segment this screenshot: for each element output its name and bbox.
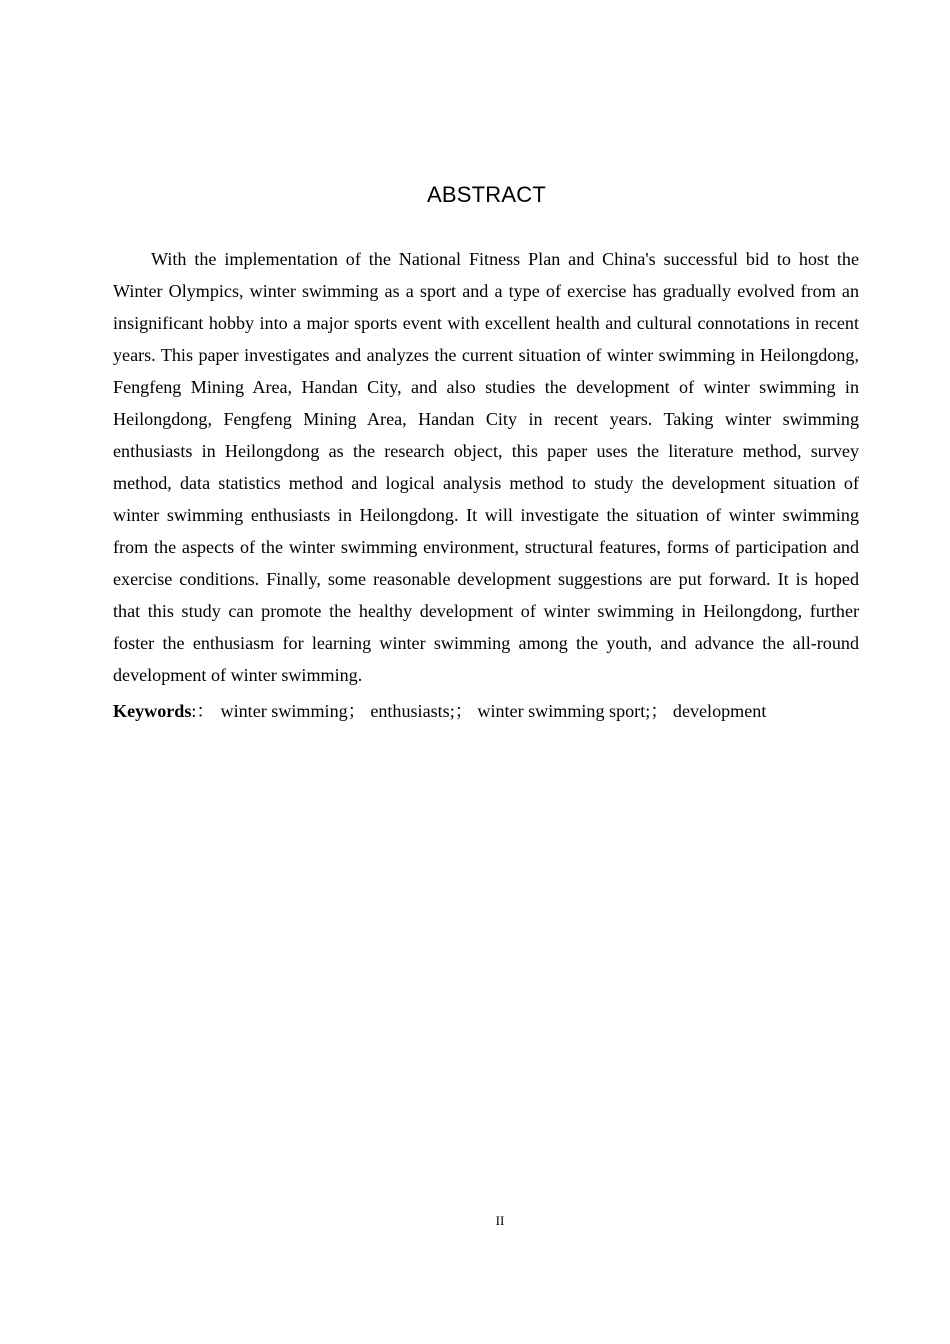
keywords-line [113, 696, 859, 726]
keyword-item: enthusiasts;； [370, 701, 473, 721]
keywords-separator: :： [191, 701, 215, 721]
keyword-item: development [672, 701, 767, 721]
page-number: II [495, 1213, 505, 1228]
page-title: ABSTRACT [427, 182, 546, 207]
keywords-label: Keywords [113, 701, 192, 721]
keyword-item: winter swimming sport;； [477, 701, 669, 721]
keyword-item: winter swimming； [220, 701, 366, 721]
abstract-paragraph: With the implementation of the National Fitness Plan and China's successful bid to host the Winter Olympics, winter swimming as a sport and a type of exercise has gradually evolved from an insignificant hobby into a major sports event with excellent health and cultural connotations in recent years. This paper investigates and analyzes the current situation of winter swimming in Heilongdong, Fengfeng Mining Area, Handan City, and also studies the development of winter swimming in Heilongdong, Fengfeng Mining Area, Handan City in recent years. Taking winter swimming enthusiasts in Heilongdong as the research object, this paper uses the literature method, survey method, data statistics method and logical analysis method to study the development situation of winter swimming enthusiasts in Heilongdong. It will investigate the situation of winter swimming from the aspects of the winter swimming environment, structural features, forms of participation and exercise conditions. Finally, some reasonable development suggestions are put forward. It is hoped that this study can promote the healthy development of winter swimming in Heilongdong, further foster the enthusiasm for learning winter swimming among the youth, and advance the all-round development of winter swimming. [113, 249, 859, 685]
